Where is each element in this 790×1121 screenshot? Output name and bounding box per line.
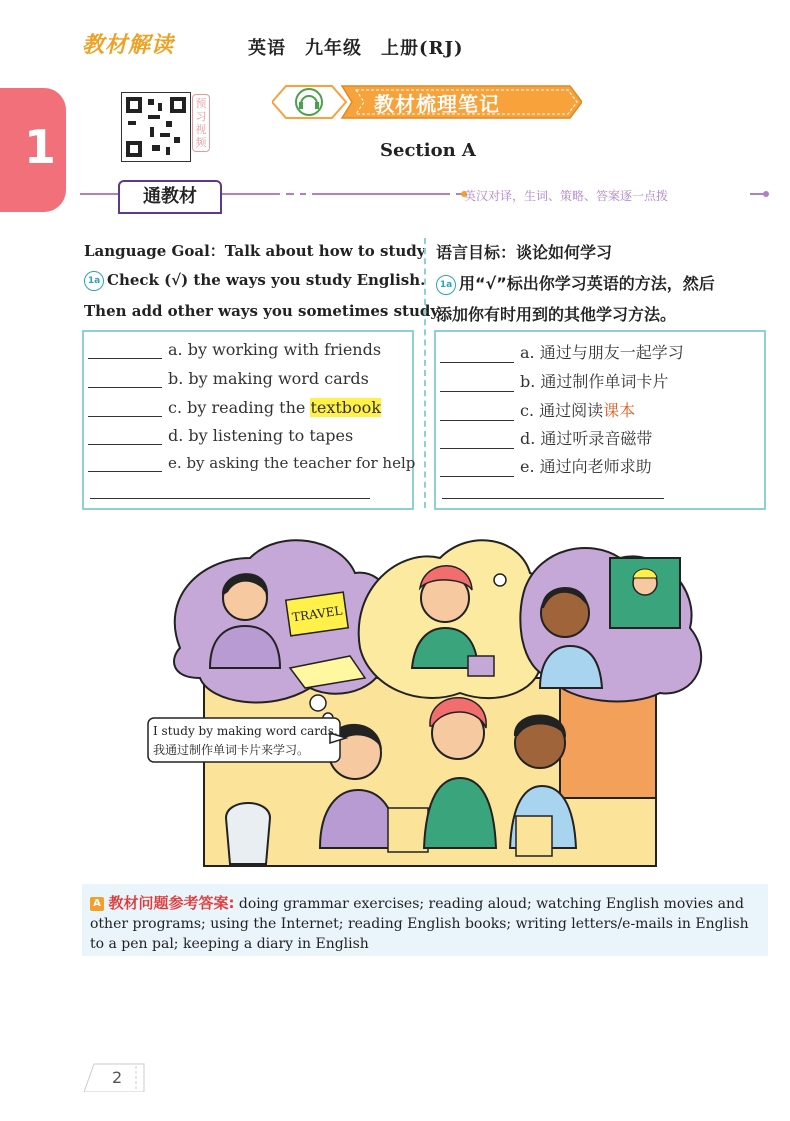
instruction-en-2: Then add other ways you sometimes study. xyxy=(84,302,443,320)
highlight-textbook: textbook xyxy=(310,398,382,417)
banner-label: 教材梳理笔记 xyxy=(374,92,500,116)
answer-blank[interactable] xyxy=(440,404,514,421)
page-number: 2 xyxy=(112,1068,123,1087)
tab-tong-jiaocai: 通教材 xyxy=(118,180,222,214)
option-e-zh: e. 通过向老师求助 xyxy=(440,454,652,478)
instruction-en-1 xyxy=(84,271,425,291)
answer-text: doing grammar exercises; reading aloud; watching English movies and other programs; using the Internet; reading English books; writing letters/e-mails in English to a pen pal; keeping a diary in English xyxy=(90,896,749,952)
chapter-number: 1 xyxy=(24,120,57,174)
option-e-en: e. by asking the teacher for help xyxy=(88,454,415,478)
answer-blank[interactable] xyxy=(440,346,514,363)
card-text: TRAVEL xyxy=(291,603,344,625)
qr-code[interactable] xyxy=(121,92,191,162)
study-illustration xyxy=(140,528,720,868)
answer-blank[interactable] xyxy=(440,375,514,392)
column-divider xyxy=(424,238,428,508)
option-c-en: c. by reading the textbook xyxy=(88,398,381,422)
book-title: 英语 九年级 上册(RJ) xyxy=(248,38,464,59)
option-b-en: b. by making word cards xyxy=(88,369,369,393)
extra-answer-line[interactable] xyxy=(90,498,370,499)
answer-blank[interactable] xyxy=(88,455,162,472)
reference-answer-box xyxy=(82,884,768,956)
answer-label: 教材问题参考答案: xyxy=(108,894,235,912)
option-d-en: d. by listening to tapes xyxy=(88,426,353,450)
answer-blank[interactable] xyxy=(88,400,162,417)
reference-answer xyxy=(82,884,768,954)
answer-blank[interactable] xyxy=(88,428,162,445)
door xyxy=(560,688,656,798)
answer-blank[interactable] xyxy=(440,432,514,449)
brand-logo: 教材解读 xyxy=(82,33,175,58)
answer-icon: A xyxy=(90,897,104,911)
instruction-zh-2: 添加你有时用到的其他学习方法。 xyxy=(436,305,677,324)
option-d-zh: d. 通过听录音磁带 xyxy=(440,426,652,450)
speech-en: I study by making word cards. xyxy=(153,724,338,738)
instruction-zh-1 xyxy=(436,271,715,295)
section-tip: 英汉对译，生词、策略、答案逐一点拨 xyxy=(464,189,669,203)
section-title: Section A xyxy=(380,140,476,161)
option-c-zh: c. 通过阅读课本 xyxy=(440,398,635,422)
highlight-keben: 课本 xyxy=(603,401,636,420)
option-b-zh: b. 通过制作单词卡片 xyxy=(440,369,668,393)
options-box-zh xyxy=(434,330,766,510)
language-goal-zh: 语言目标：谈论如何学习 xyxy=(436,243,613,262)
answer-blank[interactable] xyxy=(440,460,514,477)
task-tag-1a: 1a xyxy=(84,271,104,291)
answer-blank[interactable] xyxy=(88,342,162,359)
extra-answer-line[interactable] xyxy=(442,498,664,499)
instruction-zh-1-text: 用“√”标出你学习英语的方法，然后 xyxy=(459,274,715,293)
language-goal-en: Language Goal：Talk about how to study xyxy=(84,242,426,260)
speech-zh: 我通过制作单词卡片来学习。 xyxy=(153,743,310,757)
options-box-en xyxy=(82,330,414,510)
qr-label: 预习视频 xyxy=(192,94,210,152)
option-a-en: a. by working with friends xyxy=(88,340,381,364)
task-tag-1a: 1a xyxy=(436,275,456,295)
answer-blank[interactable] xyxy=(88,371,162,388)
option-a-zh: a. 通过与朋友一起学习 xyxy=(440,340,684,364)
instruction-en-1-text: Check (√) the ways you study English. xyxy=(107,271,426,289)
